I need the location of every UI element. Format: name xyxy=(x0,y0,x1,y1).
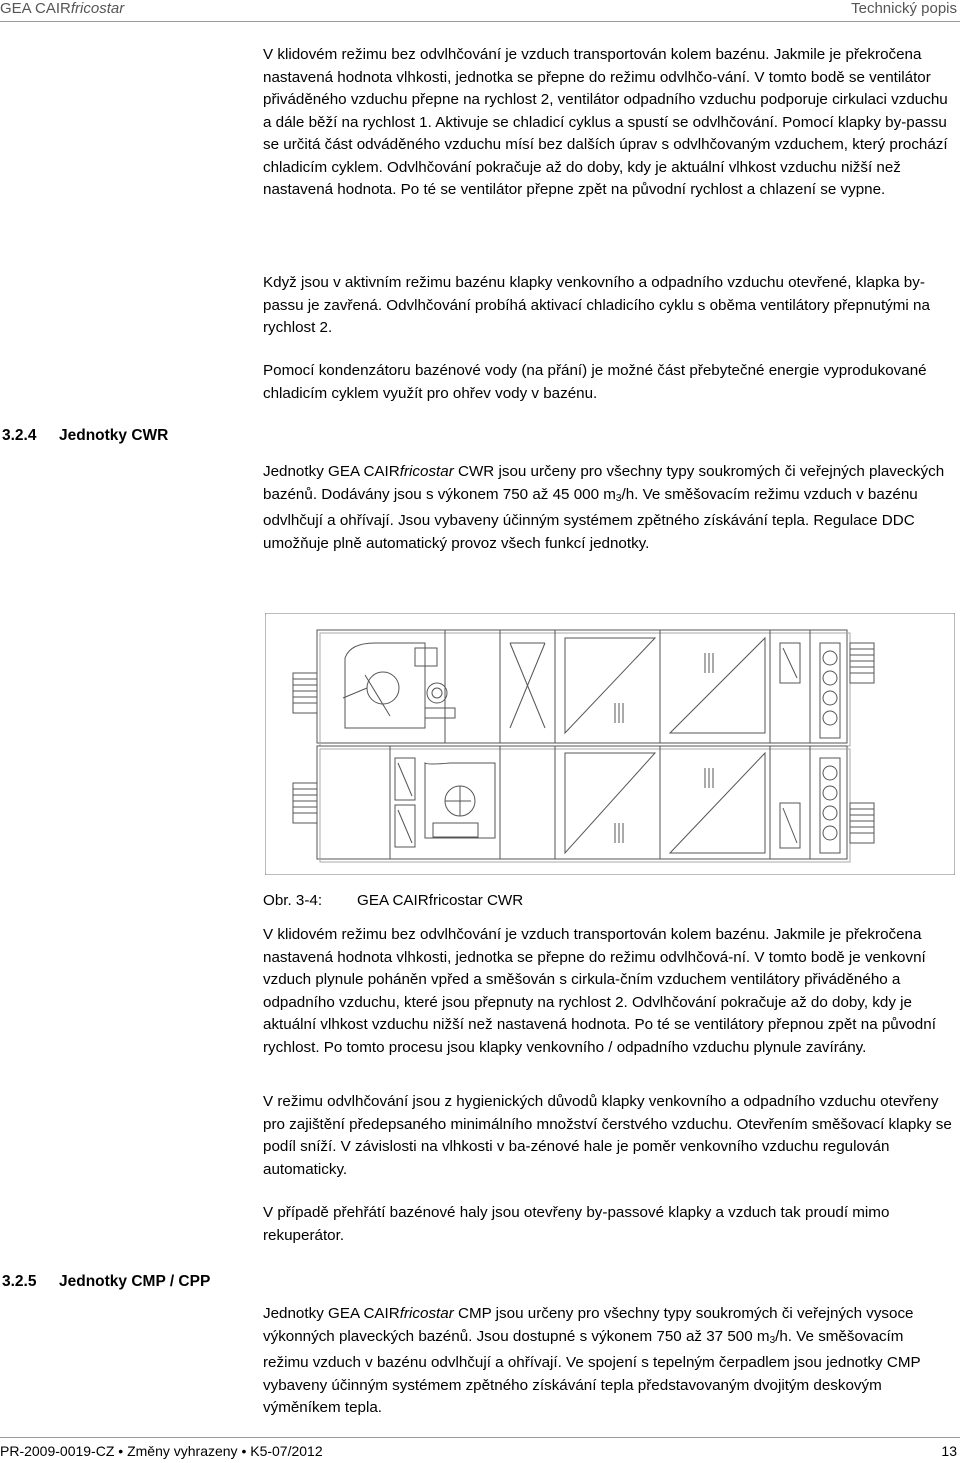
brand-italic: fricostar xyxy=(70,0,125,17)
section-heading-cwr xyxy=(2,427,168,445)
header-brand xyxy=(0,0,124,17)
cmp-description xyxy=(263,1303,953,1420)
section-number: 3.2.5 xyxy=(2,1273,37,1290)
cwr-paragraph-2: V režimu odvlhčování jsou z hygienických důvodů klapky venkovního a odpadního vzduchu otevřeny pro zajištění předepsaného minimálního množství čerstvého vzduchu. Otevřením směšovací klapky se podíl sníží. V závislosti na vlhkosti v ba-zénové hale je poměr venkovního vzduchu regulován automaticky. xyxy=(263,1093,952,1178)
figure-label: Obr. 3-4: xyxy=(263,892,323,909)
intro-paragraph-1: V klidovém režimu bez odvlhčování je vzduch transportován kolem bazénu. Jakmile je překročena nastavená hodnota vlhkosti, jednotka se přepne do režimu odvlhčo-vání. V tomto bodě se ventilátor přiváděného vzduchu přepne na rychlost 2, ventilátor odpadního vzduchu podporuje cirkulaci vzduchu a dále běží na rychlost 1. Aktivuje se chladicí cyklus a spustí se odvlhčování. Pomocí klapky by-passu se určitá část odváděného vzduchu mísí bez dalších úprav s odvlhčovaným vzduchem, který prochází chladicím cyklem. Odvlhčování pokračuje až do doby, kdy je aktuální vlhkost vzduchu nižší než nastavená hodnota. Po té se ventilátor přepne zpět na původní rychlost a chlazení se vypne. xyxy=(263,46,948,198)
header-section: Technický popis xyxy=(851,0,957,17)
text-part: /h. Ve směšovacím režimu vzduch v bazénu odvlhčují a ohřívají. Jsou vybaveny účinným systémem zpětného získávání tepla. Regulace DDC umožňuje plně automatický provoz všech funkcí jednotky. xyxy=(263,485,918,552)
intro-paragraph-2: Když jsou v aktivním režimu bazénu klapky venkovního a odpadního vzduchu otevřené, klapka by-passu je zavřená. Odvlhčování probíhá aktivací chladicího cyklu s oběma ventilátory přepnutými na rychlost 2. xyxy=(263,274,930,336)
text-part: Jednotky GEA CAIR xyxy=(263,1305,400,1322)
text-part: CMP jsou určeny pro všechny typy soukromých či veřejných vysoce výkonných plaveckých bazénů. Jsou dostupné s výkonem 750 až 37 500 m xyxy=(263,1305,914,1345)
footer-doc-id: PR-2009-0019-CZ • Změny vyhrazeny • K5-07/2012 xyxy=(0,1443,323,1459)
footer-divider xyxy=(0,1437,960,1438)
text-italic: fricostar xyxy=(399,1305,454,1322)
text-part: CWR jsou určeny pro všechny typy soukromých či veřejných plaveckých bazénů. Dodávány jsou s výkonem 750 až 45 000 m xyxy=(263,463,945,503)
section-number: 3.2.4 xyxy=(2,427,37,444)
lower-unit xyxy=(293,746,874,862)
cwr-paragraph-1: V klidovém režimu bez odvlhčování je vzduch transportován kolem bazénu. Jakmile je překročena nastavená hodnota vlhkosti, jednotka se přepne do režimu odvlhčová-ní. V tomto bodě je venkovní vzduch plynule poháněn vpřed a směšován s cirkula-čním vzduchem ventilátory přiváděného a odpadního vzduchu, které jsou přepnuty na rychlost 2. Odvlhčování pokračuje až do doby, kdy je aktuální vlhkost vzduchu nižší než nastavená hodnota. Po té se ventilátory přepnou zpět na původní rychlost. Po tomto procesu jsou klapky venkovního / odpadního vzduchu plynule zavírány. xyxy=(263,926,936,1056)
section-heading-cmp xyxy=(2,1273,210,1291)
header-divider xyxy=(0,21,960,22)
cwr-unit-drawing xyxy=(265,613,955,875)
text-part: Jednotky GEA CAIR xyxy=(263,463,400,480)
text-part: /h. Ve směšovacím režimu vzduch v bazénu odvlhčují a ohřívají. Ve spojení s tepelným čerpadlem jsou jednotky CMP vybaveny účinným systémem zpětného získávání tepla představovaným dvojitým deskovým výměníkem tepla. xyxy=(263,1327,921,1416)
intro-paragraph-3: Pomocí kondenzátoru bazénové vody (na přání) je možné část přebytečné energie vyprodukované chladicím cyklem využít pro ohřev vody v bazénu. xyxy=(263,362,927,402)
section-title: Jednotky CWR xyxy=(59,427,169,444)
brand-text: GEA CAIR xyxy=(0,0,71,17)
page-number: 13 xyxy=(941,1443,957,1459)
upper-unit xyxy=(293,630,874,746)
section-title: Jednotky CMP / CPP xyxy=(59,1273,211,1290)
text-italic: fricostar xyxy=(399,463,454,480)
figure-caption-text: GEA CAIRfricostar CWR xyxy=(357,892,524,909)
cwr-paragraph-3: V případě přehřátí bazénové haly jsou otevřeny by-passové klapky a vzduch tak proudí mimo rekuperátor. xyxy=(263,1204,890,1244)
cwr-description xyxy=(263,461,953,555)
unit-subscript: 3 xyxy=(769,1334,776,1346)
unit-subscript: 3 xyxy=(615,492,622,504)
figure-caption xyxy=(263,890,523,912)
